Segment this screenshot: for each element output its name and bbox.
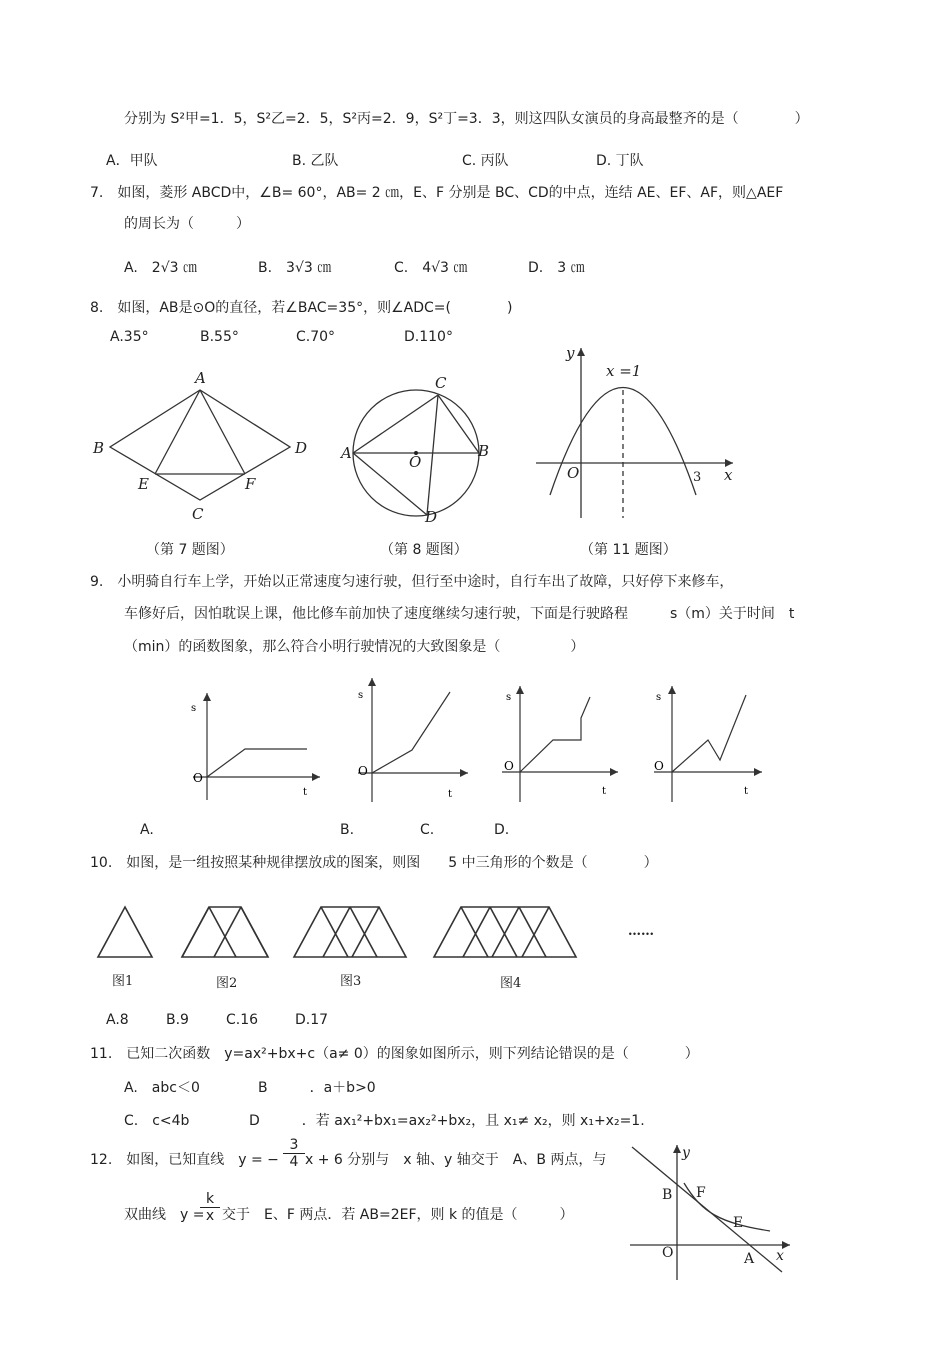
q12-stem-line1-suffix: x + 6 分别与 x 轴、y 轴交于 A、B 两点，与 [305, 1152, 607, 1168]
point-a-label: A [744, 1251, 755, 1267]
label-e: E [138, 475, 149, 493]
svg-text:s: s [191, 703, 197, 714]
svg-text:t: t [448, 789, 453, 800]
q9-graph-b [350, 672, 480, 804]
q11-option-a: A. abc＜0 [124, 1080, 200, 1096]
svg-text:O: O [193, 771, 203, 785]
rhombus-figure [85, 365, 325, 525]
q12-stem-line2-prefix: 双曲线 y = [124, 1207, 205, 1223]
q7-option-d: D. 3 ㎝ [528, 260, 585, 276]
q9-option-d: D. [494, 822, 510, 838]
q12-fraction-3-4 [283, 1137, 305, 1170]
q11-option-b: B ．a＋b>0 [258, 1080, 376, 1096]
fraction-denominator: 4 [283, 1153, 305, 1170]
figure-11-caption: （第 11 题图） [580, 542, 677, 558]
q7-stem-line2: 的周长为（ ） [124, 216, 250, 232]
q9-option-a: A. [140, 822, 154, 838]
figure-4-label: 图4 [500, 976, 522, 991]
q6-option-b: B. 乙队 [292, 153, 339, 169]
svg-text:O: O [654, 759, 664, 773]
axis-of-symmetry-label: x =1 [606, 362, 642, 380]
axis-x-label: x [776, 1248, 784, 1264]
tick-3-label: 3 [693, 470, 702, 485]
figure-1-label: 图1 [112, 974, 134, 989]
q10-option-b: B.9 [166, 1012, 189, 1028]
q8-stem: 8. 如图，AB是⊙O的直径，若∠BAC=35°，则∠ADC=( ) [90, 300, 513, 316]
q8-option-d: D.110° [404, 329, 453, 345]
fraction-denominator: x [200, 1207, 220, 1224]
label-a: A [195, 369, 206, 387]
q9-graph-c [490, 680, 620, 804]
svg-text:t: t [744, 786, 749, 797]
point-b-label: B [662, 1187, 673, 1203]
q6-stem: 分别为 S²甲=1．5，S²乙=2．5，S²丙=2．9，S²丁=3．3，则这四队女演员的身高最整齐的是（ ） [124, 111, 809, 127]
svg-text:t: t [602, 786, 607, 797]
q9-stem-line1: 9. 小明骑自行车上学，开始以正常速度匀速行驶，但行至中途时，自行车出了故障，只好停下来修车， [90, 574, 734, 590]
circle-figure [338, 370, 498, 530]
svg-text:s: s [358, 690, 364, 701]
q9-option-b: B. [340, 822, 355, 838]
label-a: A [341, 444, 352, 462]
q11-option-d: D ．若 ax₁²+bx₁=ax₂²+bx₂，且 x₁≠ x₂，则 x₁+x₂=1. [249, 1113, 645, 1129]
label-c: C [435, 374, 447, 392]
q11-stem: 11. 已知二次函数 y=ax²+bx+c（a≠ 0）的图象如图所示，则下列结论错误的是（ ） [90, 1046, 699, 1062]
label-b: B [93, 439, 105, 457]
figure-3-label: 图3 [340, 974, 362, 989]
fraction-numerator: 3 [289, 1137, 299, 1153]
fraction-numerator: k [205, 1191, 215, 1207]
q10-option-d: D.17 [295, 1012, 329, 1028]
q10-triangle-patterns [90, 895, 690, 995]
label-c: C [192, 505, 204, 523]
point-e-label: E [733, 1215, 744, 1231]
q6-option-a: A．甲队 [106, 153, 158, 169]
parabola-figure [528, 340, 748, 525]
svg-text:O: O [358, 764, 368, 778]
q12-figure [620, 1135, 800, 1285]
figure-7-caption: （第 7 题图） [146, 542, 234, 558]
svg-text:s: s [506, 692, 512, 703]
q8-option-c: C.70° [296, 329, 336, 345]
label-d: D [425, 508, 438, 526]
q8-option-b: B.55° [200, 329, 239, 345]
ellipsis: …… [628, 924, 654, 939]
q6-option-d: D. 丁队 [596, 153, 644, 169]
figure-8-caption: （第 8 题图） [380, 542, 468, 558]
svg-text:s: s [656, 692, 662, 703]
q12-stem-line1-prefix: 12. 如图，已知直线 y = − [90, 1152, 279, 1168]
q8-option-a: A.35° [110, 329, 149, 345]
q6-option-c: C. 丙队 [462, 153, 509, 169]
q9-stem-line2: 车修好后，因怕耽误上课，他比修车前加快了速度继续匀速行驶，下面是行驶路程 s（m）关于时间 t [124, 606, 795, 622]
q11-option-c: C. c<4b [124, 1113, 190, 1129]
axis-y-label: y [566, 344, 575, 362]
label-f: F [245, 475, 256, 493]
axis-x-label: x [724, 466, 733, 484]
q9-stem-line3: （min）的函数图象，那么符合小明行驶情况的大致图象是（ ） [124, 639, 585, 655]
label-o: O [409, 453, 422, 471]
label-b: B [478, 442, 490, 460]
q10-option-c: C.16 [226, 1012, 259, 1028]
label-d: D [295, 439, 308, 457]
q9-graph-d [648, 680, 768, 804]
q10-stem: 10. 如图，是一组按照某种规律摆放成的图案，则图 5 中三角形的个数是（ ） [90, 855, 658, 871]
q7-option-a: A. 2√3 ㎝ [124, 260, 197, 276]
q9-option-c: C. [420, 822, 435, 838]
q7-option-b: B. 3√3 ㎝ [258, 260, 332, 276]
q12-fraction-k-x [200, 1191, 220, 1224]
q7-stem-line1: 7. 如图，菱形 ABCD中，∠B= 60°，AB= 2 ㎝，E、F 分别是 BC、CD的中点，连结 AE、EF、AF，则△AEF [90, 185, 784, 201]
axis-y-label: y [682, 1145, 690, 1161]
q9-graph-a [185, 685, 325, 805]
svg-text:O: O [504, 759, 514, 773]
origin-label: O [662, 1245, 674, 1261]
q7-option-c: C. 4√3 ㎝ [394, 260, 468, 276]
q12-stem-line2-suffix: 交于 E、F 两点．若 AB=2EF，则 k 的值是（ ） [222, 1207, 574, 1223]
svg-text:t: t [303, 787, 308, 798]
point-f-label: F [696, 1185, 706, 1201]
figure-2-label: 图2 [216, 976, 238, 991]
q10-option-a: A.8 [106, 1012, 129, 1028]
origin-label: O [567, 464, 580, 482]
